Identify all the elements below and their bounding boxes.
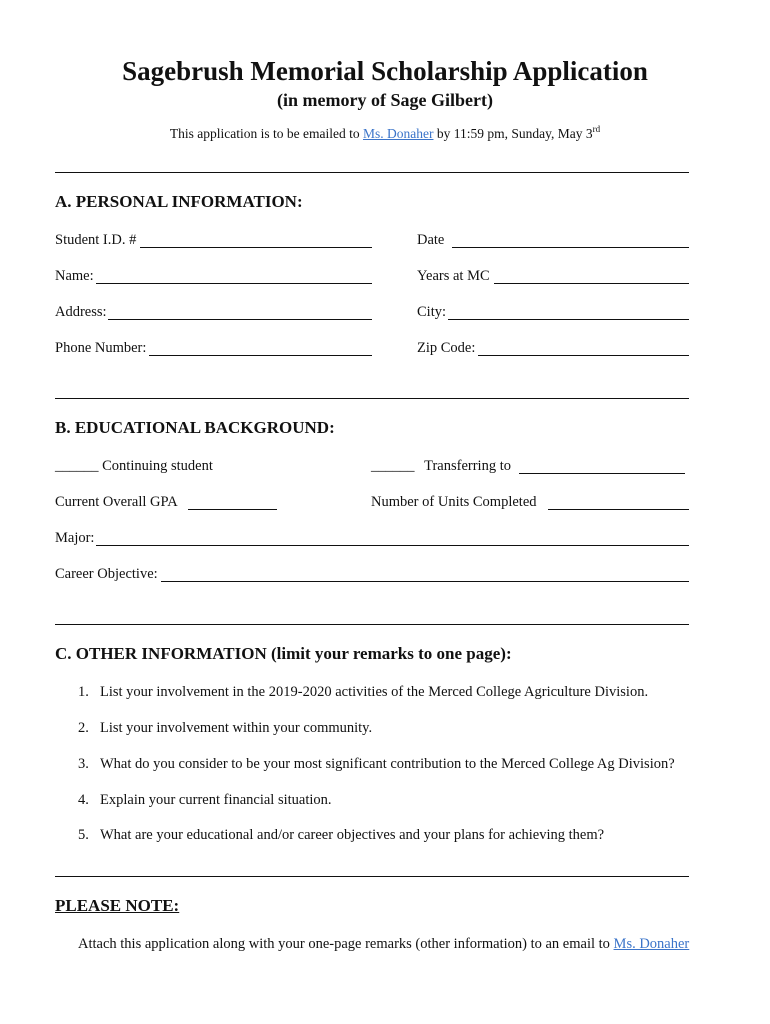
gpa-field[interactable]: [188, 509, 277, 510]
section-divider: [55, 172, 689, 173]
address-field[interactable]: [108, 319, 372, 320]
question-item: [78, 720, 372, 737]
question-item: [78, 756, 675, 773]
page-title: Sagebrush Memorial Scholarship Application: [122, 56, 648, 86]
student-id-field[interactable]: [140, 247, 372, 248]
transferring-label: Transferring to: [424, 458, 511, 474]
page-subtitle: (in memory of Sage Gilbert): [277, 90, 493, 110]
major-field[interactable]: [96, 545, 689, 546]
continuing-blank: ______: [55, 458, 99, 474]
phone-field[interactable]: [149, 355, 372, 356]
major-label: Major:: [55, 530, 95, 546]
please-note-heading: PLEASE NOTE:: [55, 896, 180, 915]
deadline-suffix: by 11:59 pm, Sunday, May 3: [436, 126, 593, 141]
note-text: [78, 936, 689, 953]
question-item: [78, 827, 604, 844]
question-text: Explain your current financial situation.: [100, 792, 332, 808]
units-completed-field[interactable]: [548, 509, 689, 510]
transferring-blank: ______: [371, 458, 415, 474]
question-text: List your involvement in the 2019-2020 activities of the Merced College Agriculture Division.: [100, 684, 649, 700]
transferring-to-field[interactable]: [519, 473, 685, 474]
question-number: 5.: [78, 827, 89, 843]
deadline-line: [0, 124, 770, 142]
question-text: What do you consider to be your most significant contribution to the Merced College Ag Division?: [100, 756, 675, 772]
years-at-mc-field[interactable]: [494, 283, 689, 284]
transferring-checkbox[interactable]: [371, 458, 511, 475]
zip-code-label: Zip Code:: [417, 340, 476, 356]
date-label: Date: [417, 232, 445, 248]
name-field[interactable]: [96, 283, 372, 284]
name-label: Name:: [55, 268, 94, 284]
years-at-mc-label: Years at MC: [417, 268, 490, 284]
continuing-student-checkbox[interactable]: [55, 458, 213, 475]
zip-code-field[interactable]: [478, 355, 689, 356]
career-objective-label: Career Objective:: [55, 566, 158, 582]
question-item: [78, 684, 648, 701]
question-number: 2.: [78, 720, 89, 736]
student-id-label: Student I.D. #: [55, 232, 137, 248]
gpa-label: Current Overall GPA: [55, 494, 178, 510]
city-label: City:: [417, 304, 447, 320]
section-divider: [55, 876, 689, 877]
question-text: List your involvement within your community.: [100, 720, 373, 736]
question-text: What are your educational and/or career objectives and your plans for achieving them?: [100, 827, 605, 843]
deadline-superscript: rd: [592, 124, 601, 134]
section-divider: [55, 398, 689, 399]
date-field[interactable]: [452, 247, 689, 248]
question-number: 3.: [78, 756, 89, 772]
units-completed-label: Number of Units Completed: [371, 494, 537, 510]
donaher-email-link[interactable]: Ms. Donaher: [362, 126, 434, 141]
question-item: [78, 792, 332, 809]
address-label: Address:: [55, 304, 107, 320]
section-divider: [55, 624, 689, 625]
phone-label: Phone Number:: [55, 340, 147, 356]
question-number: 4.: [78, 792, 89, 808]
note-body: Attach this application along with your one-page remarks (other information) to an email to: [78, 936, 610, 952]
section-a-heading: A. PERSONAL INFORMATION:: [55, 192, 303, 211]
career-objective-field[interactable]: [161, 581, 689, 582]
donaher-email-link[interactable]: Ms. Donaher: [613, 936, 690, 952]
question-number: 1.: [78, 684, 89, 700]
continuing-student-label: Continuing student: [102, 458, 213, 474]
city-field[interactable]: [448, 319, 689, 320]
deadline-prefix: This application is to be emailed to: [169, 126, 360, 141]
section-b-heading: B. EDUCATIONAL BACKGROUND:: [55, 418, 335, 437]
section-c-heading: C. OTHER INFORMATION (limit your remarks to one page):: [55, 644, 512, 663]
